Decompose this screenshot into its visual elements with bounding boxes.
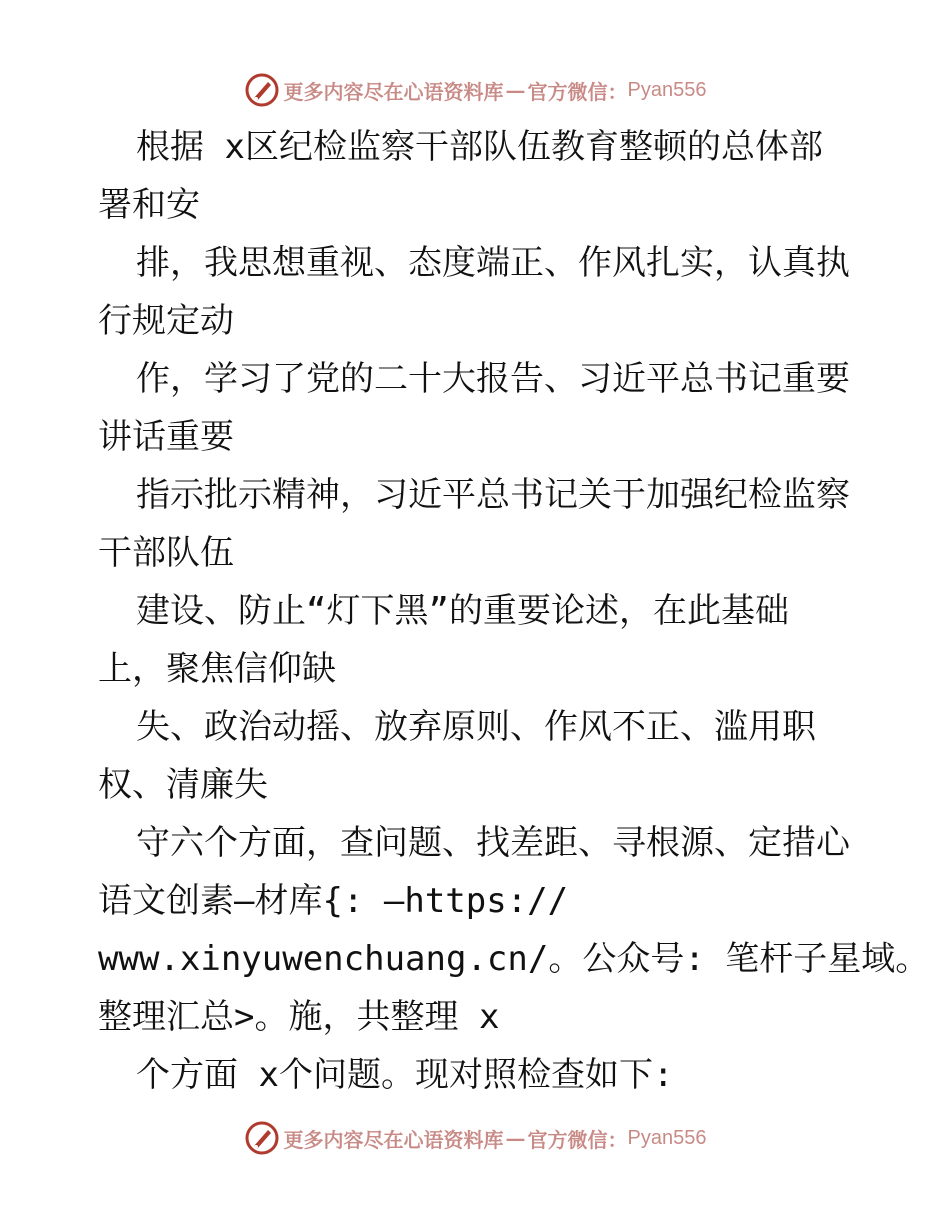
text-line: 署和安 [98, 185, 200, 225]
header-banner-text: 更多内容尽在心语资料库 [283, 79, 504, 104]
text-line: www.xinyuwenchuang.cn/。公众号: 笔杆子星域。 [98, 939, 930, 979]
text-line: 个方面 x个问题。现对照检查如下: [136, 1055, 674, 1095]
header-banner-dash: — [505, 78, 526, 102]
text-line: 指示批示精神，习近平总书记关于加强纪检监察 [136, 475, 850, 515]
pen-logo-icon [244, 72, 280, 108]
footer-banner-dash: — [505, 1126, 526, 1150]
text-line: 干部队伍 [98, 533, 234, 573]
footer-banner-text: 更多内容尽在心语资料库 [283, 1127, 504, 1152]
text-line: 守六个方面，查问题、找差距、寻根源、定措心 [136, 823, 850, 863]
text-line: 语文创素—材库{: —https:// [98, 881, 569, 921]
footer-banner-channel-label: 官方微信： [527, 1127, 628, 1152]
header-banner [0, 70, 950, 110]
text-line: 整理汇总>。施，共整理 x [98, 997, 500, 1037]
text-line: 行规定动 [98, 301, 234, 341]
text-line: 排，我思想重视、态度端正、作风扎实，认真执 [136, 243, 850, 283]
text-line: 讲话重要 [98, 417, 234, 457]
header-banner-channel-id: Pyan556 [627, 78, 707, 101]
text-line: 失、政治动摇、放弃原则、作风不正、滥用职 [136, 707, 816, 747]
footer-banner-channel-id: Pyan556 [627, 1126, 707, 1149]
footer-banner [0, 1118, 950, 1158]
text-line: 权、清廉失 [98, 765, 268, 805]
header-banner-channel-label: 官方微信： [527, 79, 628, 104]
text-line: 作，学习了党的二十大报告、习近平总书记重要 [136, 359, 850, 399]
text-line: 上，聚焦信仰缺 [98, 649, 336, 689]
text-line: 根据 x区纪检监察干部队伍教育整顿的总体部 [136, 127, 823, 167]
text-line: 建设、防止“灯下黑”的重要论述，在此基础 [136, 591, 789, 631]
body-text [98, 118, 930, 1104]
pen-logo-icon [244, 1120, 280, 1156]
